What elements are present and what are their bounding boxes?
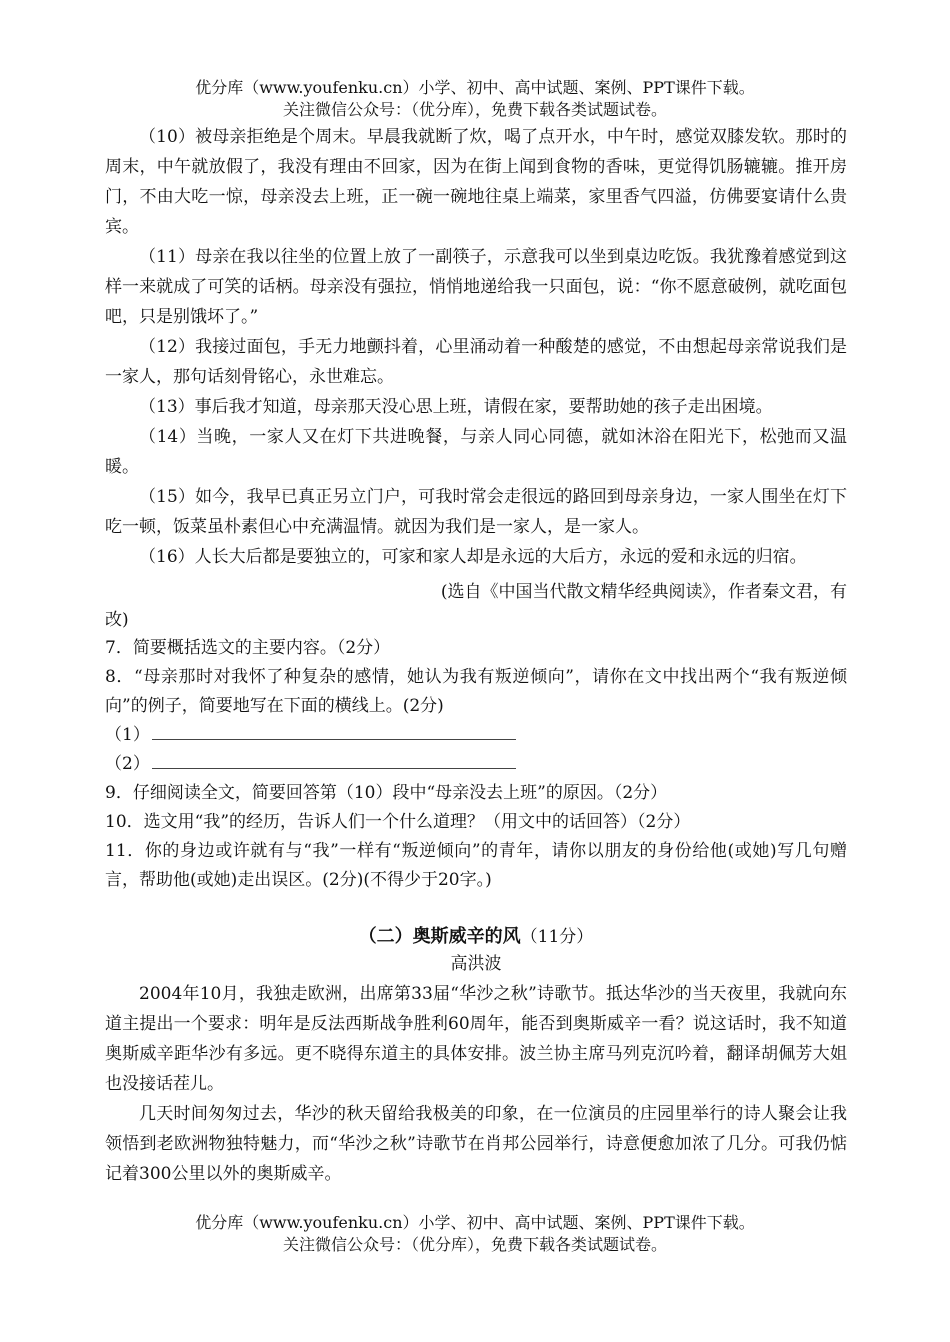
paragraph-16: （16）人长大后都是要独立的，可家和家人却是永远的大后方，永远的爱和永远的归宿。	[139, 547, 807, 567]
section-2-author: 高洪波	[450, 954, 502, 974]
page-footer	[0, 1212, 950, 1256]
section-2-score: （11分）	[520, 927, 594, 947]
paragraph-14: （14）当晚，一家人又在灯下共进晚餐，与亲人同心同德，就如沐浴在阳光下，松弛而又温暖。	[105, 427, 847, 477]
paragraph-13: （13）事后我才知道，母亲那天没心思上班，请假在家，要帮助她的孩子走出困境。	[139, 397, 773, 417]
section-2-paragraph-2: 几天时间匆匆过去，华沙的秋天留给我极美的印象，在一位演员的庄园里举行的诗人聚会让我领悟到老欧洲物独特魅力，而“华沙之秋”诗歌节在肖邦公园举行，诗意便愈加浓了几分。可我仍惦记着300公里以外的奥斯威辛。	[105, 1104, 847, 1184]
question-8: 8．“母亲那时对我怀了种复杂的感情，她认为我有叛逆倾向”，请你在文中找出两个“我有叛逆倾向”的例子，简要地写在下面的横线上。(2分)	[105, 667, 847, 716]
answer-blank-1	[105, 721, 847, 750]
paragraph-11: （11）母亲在我以往坐的位置上放了一副筷子，示意我可以坐到桌边吃饭。我犹豫着感觉到这样一来就成了可笑的话柄。母亲没有强拉，悄悄地递给我一只面包，说：“你不愿意破例，就吃面包吧，只是别饿坏了。”	[105, 247, 847, 327]
answer-blank-1-label: （1）	[105, 725, 150, 745]
header-line-2: 关注微信公众号：（优分库），免费下载各类试题试卷。	[282, 100, 667, 119]
answer-line-2[interactable]	[152, 754, 516, 769]
question-9: 9．仔细阅读全文，简要回答第（10）段中“母亲没去上班”的原因。（2分）	[105, 783, 668, 803]
question-10: 10．选文用“我”的经历，告诉人们一个什么道理？（用文中的话回答）（2分）	[105, 812, 691, 832]
answer-line-1[interactable]	[152, 725, 516, 740]
answer-blank-2-label: （2）	[105, 754, 150, 774]
source-citation-tail: 改)	[105, 610, 129, 630]
document-body	[105, 122, 847, 1189]
section-2-paragraph-1: 2004年10月，我独走欧洲，出席第33届“华沙之秋”诗歌节。抵达华沙的当天夜里，我就向东道主提出一个要求：明年是反法西斯战争胜利60周年，能否到奥斯威辛一看？说这话时，我不知道奥斯威辛距华沙有多远。更不晓得东道主的具体安排。波兰协主席马列克沉吟着，翻译胡佩芳大姐也没接话茬儿。	[105, 984, 847, 1094]
footer-line-1: 优分库（www.youfenku.cn）小学、初中、高中试题、案例、PPT课件下载。	[195, 1213, 755, 1232]
paragraph-12: （12）我接过面包，手无力地颤抖着，心里涌动着一种酸楚的感觉，不由想起母亲常说我们是一家人，那句话刻骨铭心，永世难忘。	[105, 337, 847, 387]
section-2-title	[105, 923, 847, 951]
page-header	[0, 77, 950, 121]
source-citation: (选自《中国当代散文精华经典阅读》，作者秦文君，有	[440, 582, 847, 602]
question-11: 11．你的身边或许就有与“我”一样有“叛逆倾向”的青年，请你以朋友的身份给他(或她)写几句赠言，帮助他(或她)走出误区。(2分)(不得少于20字。)	[105, 841, 847, 890]
footer-line-2: 关注微信公众号：（优分库），免费下载各类试题试卷。	[282, 1235, 667, 1254]
header-line-1: 优分库（www.youfenku.cn）小学、初中、高中试题、案例、PPT课件下载。	[195, 78, 755, 97]
paragraph-10: （10）被母亲拒绝是个周末。早晨我就断了炊，喝了点开水，中午时，感觉双膝发软。那时的周末，中午就放假了，我没有理由不回家，因为在街上闻到食物的香味，更觉得饥肠辘辘。推开房门，不由大吃一惊，母亲没去上班，正一碗一碗地往桌上端菜，家里香气四溢，仿佛要宴请什么贵宾。	[105, 127, 847, 237]
question-7: 7．简要概括选文的主要内容。（2分）	[105, 638, 391, 658]
answer-blank-2	[105, 750, 847, 779]
paragraph-15: （15）如今，我早已真正另立门户，可我时常会走很远的路回到母亲身边，一家人围坐在灯下吃一顿，饭菜虽朴素但心中充满温情。就因为我们是一家人，是一家人。	[105, 487, 847, 537]
section-2-title-text: （二）奥斯威辛的风	[358, 926, 521, 947]
